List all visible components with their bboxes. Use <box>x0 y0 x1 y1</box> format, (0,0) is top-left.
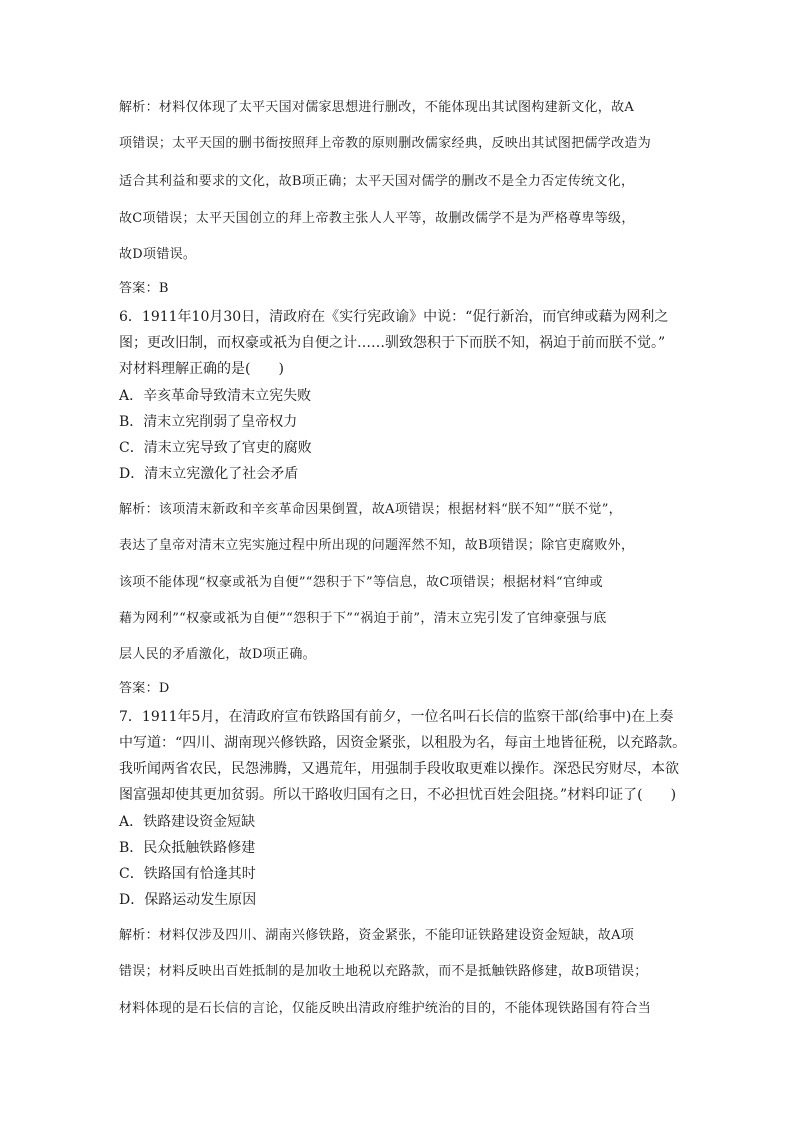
question-6-option-d: D．清末立宪激化了社会矛盾 <box>119 466 299 482</box>
question-7-stem-line: 7．1911年5月，在清政府宣布铁路国有前夕，一位名叫石长信的监察干部(给事中)在上奏 <box>119 709 674 725</box>
question-6-option-a: A．辛亥革命导致清末立宪失败 <box>119 388 312 404</box>
analysis-line: 该项不能体现“权豪或祇为自便”“怨积于下”等信息，故C项错误；根据材料“官绅或 <box>119 575 603 590</box>
question-6-stem-line: 图；更改旧制，而权豪或祇为自便之计……驯致怨积于下而朕不知，祸迫于前而朕不觉。” <box>119 335 666 351</box>
analysis-line: 藉为网利”“权豪或祇为自便”“怨积于下”“祸迫于前”，清末立宪引发了官绅豪强与底 <box>119 611 607 626</box>
question-6-option-c: C．清末立宪导致了官吏的腐败 <box>119 440 312 456</box>
analysis-line: 解析：材料仅体现了太平天国对儒家思想进行删改，不能体现出其试图构建新文化，故A <box>119 100 635 115</box>
question-7-stem-line: 中写道：“四川、湖南现兴修铁路，因资金紧张，以租股为名，每亩土地皆征税，以充路款。 <box>119 735 687 751</box>
analysis-line: 故D项错误。 <box>119 247 197 262</box>
question-7-option-c: C．铁路国有恰逢其时 <box>119 866 256 882</box>
analysis-line: 适合其利益和要求的文化，故B项正确；太平天国对儒学的删改不是全力否定传统文化， <box>119 174 635 189</box>
question-7-stem-line: 我听闻两省农民，民怨沸腾，又遇荒年，用强制手段收取更难以操作。深恐民穷财尽，本欲 <box>119 761 679 777</box>
analysis-line: 解析：材料仅涉及四川、湖南兴修铁路，资金紧张，不能印证铁路建设资金短缺，故A项 <box>119 928 635 943</box>
analysis-line: 错误；材料反映出百姓抵制的是加收土地税以充路款，而不是抵触铁路修建，故B项错误； <box>119 964 648 979</box>
question-6-stem-line: 对材料理解正确的是( ) <box>119 361 284 377</box>
analysis-line: 故C项错误；太平天国创立的拜上帝教主张人人平等，故删改儒学不是为严格尊卑等级， <box>119 211 635 226</box>
question-6-option-b: B．清末立宪削弱了皇帝权力 <box>119 414 298 430</box>
analysis-line: 层人民的矛盾激化，故D项正确。 <box>119 647 316 662</box>
analysis-line: 表达了皇帝对清末立宪实施过程中所出现的问题浑然不知，故B项错误；除官吏腐败外， <box>119 538 635 553</box>
analysis-line: 项错误；太平天国的删书衙按照拜上帝教的原则删改儒家经典，反映出其试图把儒学改造为 <box>119 136 652 151</box>
question-7-stem-line: 图富强却使其更加贫弱。所以干路收归国有之日，不必担忧百姓会阻挠。”材料印证了( ) <box>119 787 677 803</box>
analysis-line: 解析：该项清末新政和辛亥革命因果倒置，故A项错误；根据材料“朕不知”“朕不觉”， <box>119 502 622 517</box>
answer-line: 答案：D <box>119 681 170 696</box>
question-7-option-d: D．保路运动发生原因 <box>119 892 257 908</box>
answer-line: 答案：B <box>119 281 169 296</box>
question-7-option-a: A．铁路建设资金短缺 <box>119 814 256 830</box>
question-7-option-b: B．民众抵触铁路修建 <box>119 840 256 856</box>
question-6-stem-line: 6．1911年10月30日，清政府在《实行宪政谕》中说：“促行新治，而官绅或藉为网利之 <box>119 309 669 325</box>
analysis-line: 材料体现的是石长信的言论，仅能反映出清政府维护统治的目的，不能体现铁路国有符合当 <box>119 1001 652 1016</box>
